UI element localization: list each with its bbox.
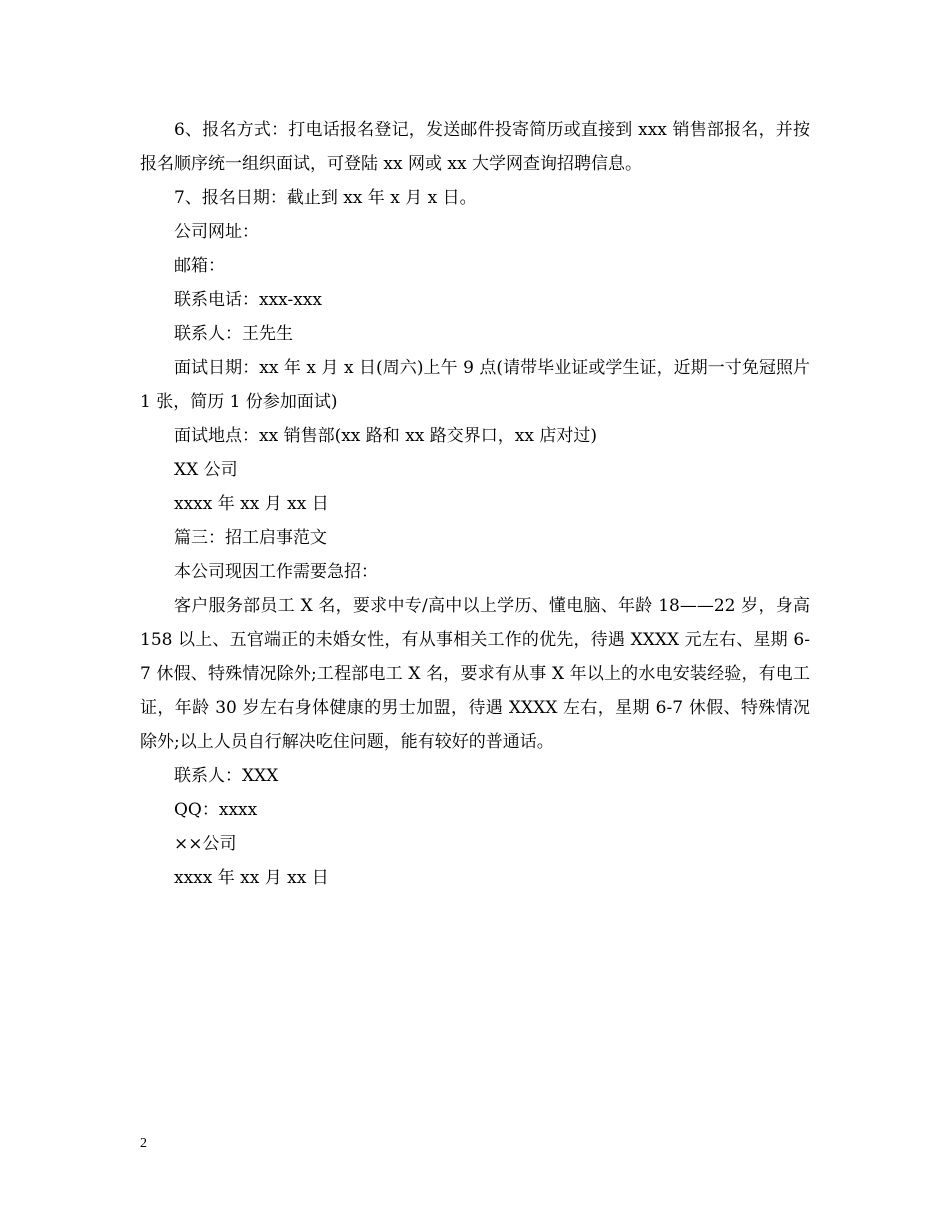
paragraph-company-website: 公司网址： — [174, 222, 259, 242]
paragraph-signature-date: xxxx 年 xx 月 xx 日 — [174, 868, 329, 888]
paragraph-contact: 联系人：XXX — [174, 766, 279, 786]
page-number: 2 — [140, 1136, 147, 1151]
paragraph-company-signature: ××公司 — [174, 834, 237, 854]
paragraph-registration-date: 7、报名日期：截止到 xx 年 x 月 x 日。 — [174, 188, 477, 208]
paragraph-email: 邮箱： — [174, 256, 225, 276]
paragraph-registration-method: 6、报名方式：打电话报名登记，发送邮件投寄简历或直接到 xxx 销售部报名，并按报名顺序统一组织面试，可登陆 xx 网或 xx 大学网查询招聘信息。 — [140, 120, 810, 174]
section-heading: 篇三：招工启事范文 — [174, 528, 327, 548]
paragraph-date: xxxx 年 xx 月 xx 日 — [174, 494, 329, 514]
paragraph-interview-location: 面试地点：xx 销售部(xx 路和 xx 路交界口，xx 店对过) — [174, 426, 597, 446]
paragraph-job-details: 客户服务部员工 X 名，要求中专/高中以上学历、懂电脑、年龄 18——22 岁，身高 158 以上、五官端正的未婚女性，有从事相关工作的优先，待遇 XXXX 元左右、星期 6-7 休假、特殊情况除外;工程部电工 X 名，要求有从事 X 年以上的水电安装经验，有电工证，年龄 30 岁左右身体健康的男士加盟，待遇 XXXX 左右，星期 6-7 休假、特殊情况除外;以上人员自行解决吃住问题，能有较好的普通话。 — [140, 596, 810, 752]
paragraph-intro: 本公司现因工作需要急招： — [174, 562, 378, 582]
paragraph-interview-date: 面试日期：xx 年 x 月 x 日(周六)上午 9 点(请带毕业证或学生证，近期一寸免冠照片 1 张，简历 1 份参加面试) — [140, 358, 810, 412]
paragraph-company-name: XX 公司 — [174, 460, 238, 480]
paragraph-contact-person: 联系人：王先生 — [174, 324, 293, 344]
document-body — [140, 113, 810, 895]
paragraph-phone: 联系电话：xxx-xxx — [174, 290, 322, 310]
paragraph-qq: QQ：xxxx — [174, 800, 258, 820]
